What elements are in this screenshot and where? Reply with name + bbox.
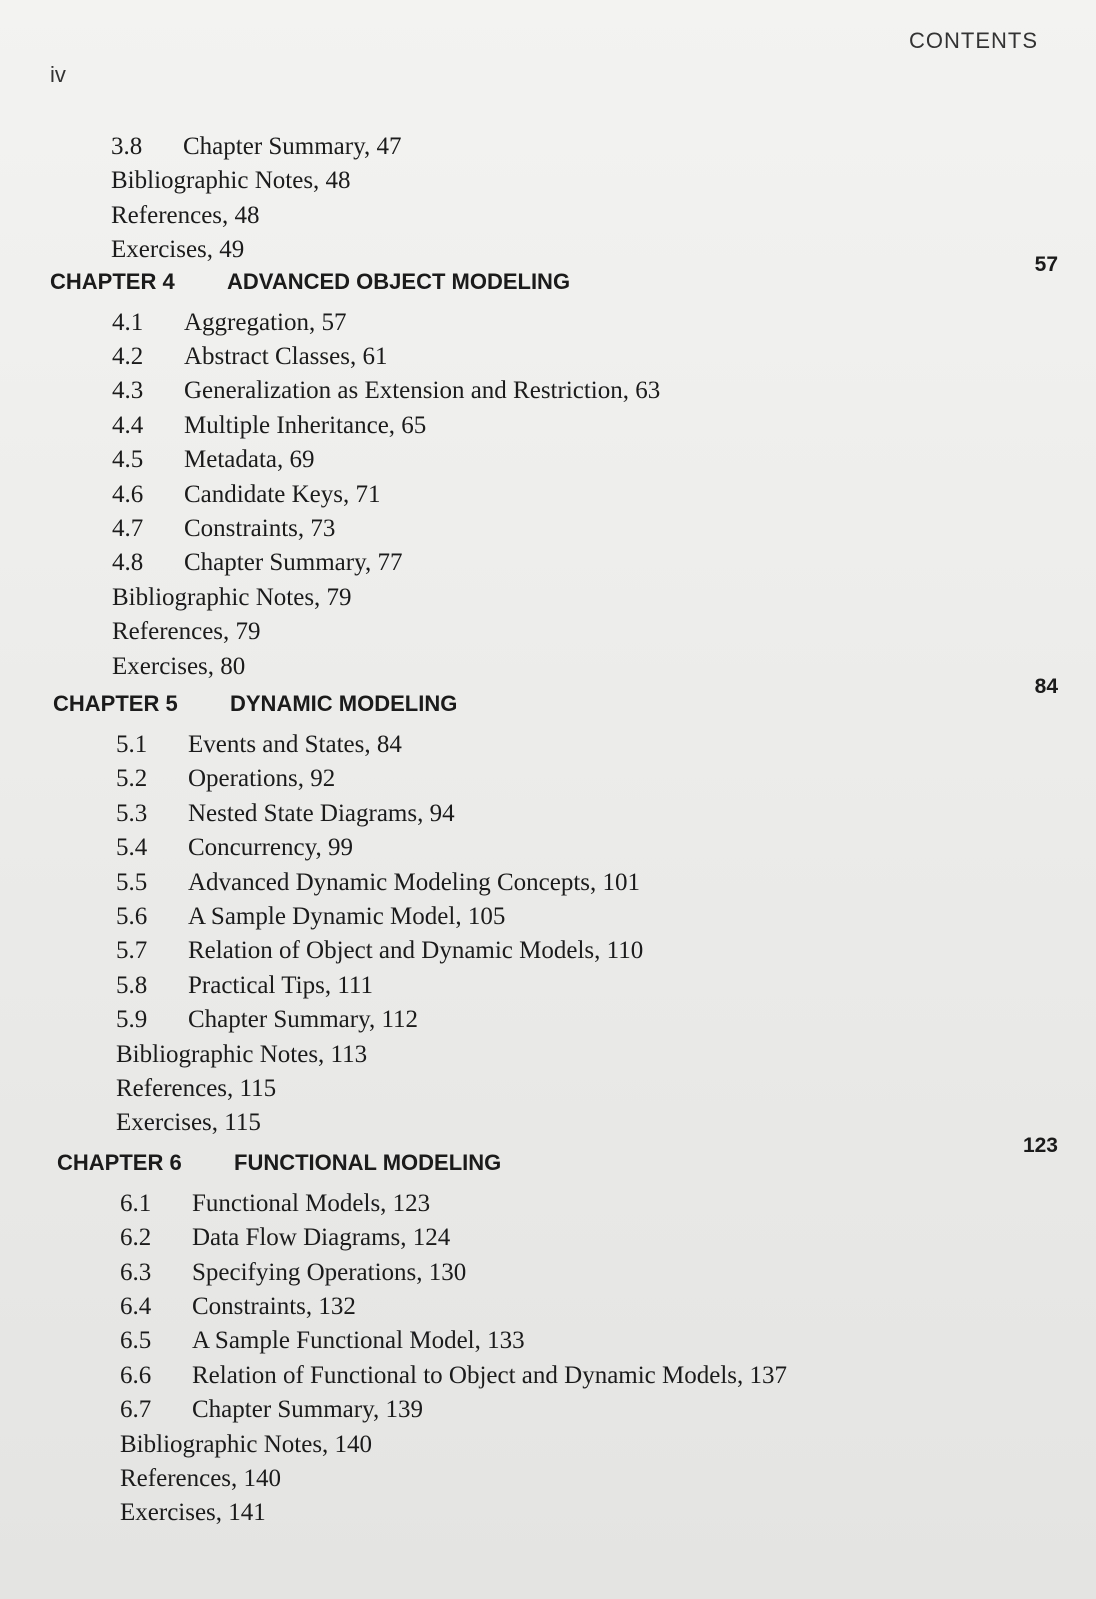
section-title: Functional Models, 123 [192, 1189, 431, 1217]
toc-section [112, 377, 660, 405]
toc-backmatter [120, 1431, 372, 1459]
section-title: Bibliographic Notes, 113 [116, 1040, 368, 1068]
section-number: 4.3 [112, 377, 144, 405]
section-title: Advanced Dynamic Modeling Concepts, 101 [188, 868, 640, 896]
toc-section [112, 412, 426, 440]
section-title: Exercises, 141 [120, 1499, 266, 1527]
section-title: Metadata, 69 [184, 446, 315, 474]
toc-backmatter [116, 1109, 261, 1137]
section-number: 4.5 [112, 446, 144, 474]
section-title: Chapter Summary, 139 [192, 1396, 423, 1424]
section-title: Relation of Object and Dynamic Models, 110 [188, 937, 644, 965]
chapter-label: CHAPTER 5 [53, 691, 178, 716]
section-title: Exercises, 115 [116, 1109, 261, 1137]
section-number: 4.1 [112, 308, 144, 336]
chapter-heading [57, 1150, 501, 1176]
chapter-label: CHAPTER 6 [57, 1149, 182, 1175]
section-number: 5.8 [116, 971, 148, 999]
section-number: 6.3 [120, 1258, 152, 1286]
toc-backmatter [116, 1075, 276, 1103]
toc-section [116, 972, 373, 1000]
section-title: Abstract Classes, 61 [184, 343, 388, 370]
chapter-title: ADVANCED OBJECT MODELING [227, 268, 571, 294]
section-title: A Sample Functional Model, 133 [192, 1327, 525, 1355]
toc-backmatter [111, 167, 351, 195]
toc-backmatter [111, 202, 260, 230]
section-number: 6.7 [120, 1396, 152, 1424]
section-title: Exercises, 49 [111, 236, 245, 264]
section-title: Bibliographic Notes, 79 [112, 583, 352, 611]
toc-section [116, 731, 402, 759]
toc-section [116, 937, 643, 965]
section-title: Bibliographic Notes, 48 [111, 167, 351, 195]
toc-section [120, 1259, 466, 1287]
running-head: CONTENTS [909, 28, 1038, 53]
show-through-texture [640, 220, 1080, 1540]
section-title: Data Flow Diagrams, 124 [192, 1224, 451, 1252]
chapter-title: DYNAMIC MODELING [230, 691, 458, 716]
section-title: Events and States, 84 [188, 731, 402, 758]
section-title: Chapter Summary, 47 [183, 133, 402, 160]
toc-section [120, 1190, 430, 1218]
section-number: 6.4 [120, 1293, 152, 1320]
chapter-heading [50, 269, 570, 295]
section-number: 5.6 [116, 903, 148, 930]
section-title: Candidate Keys, 71 [184, 480, 381, 508]
section-title: Relation of Functional to Object and Dynamic Models, 137 [192, 1361, 788, 1389]
section-number: 4.7 [112, 515, 144, 542]
section-number: 5.2 [116, 765, 148, 793]
section-title: Chapter Summary, 77 [184, 549, 403, 577]
chapter-page-number: 84 [1034, 675, 1058, 698]
section-title: Exercises, 80 [112, 652, 246, 680]
section-title: References, 79 [112, 618, 261, 646]
toc-backmatter [112, 584, 352, 612]
toc-section [120, 1362, 787, 1390]
section-title: Specifying Operations, 130 [192, 1258, 467, 1286]
toc-section [112, 446, 315, 474]
toc-section [116, 903, 505, 931]
toc-section [120, 1396, 423, 1424]
section-number: 5.9 [116, 1006, 148, 1034]
section-title: A Sample Dynamic Model, 105 [188, 903, 506, 930]
section-number: 4.8 [112, 549, 144, 577]
toc-section [112, 515, 335, 543]
section-title: Practical Tips, 111 [188, 971, 373, 999]
section-number: 4.4 [112, 411, 144, 439]
section-title: Nested State Diagrams, 94 [188, 799, 455, 827]
section-title: Chapter Summary, 112 [188, 1006, 419, 1034]
toc-backmatter [112, 618, 261, 646]
section-title: Generalization as Extension and Restriction, 63 [184, 377, 661, 405]
toc-section [112, 481, 380, 509]
section-number: 6.2 [120, 1224, 152, 1252]
section-title: Bibliographic Notes, 140 [120, 1430, 373, 1458]
chapter-label: CHAPTER 4 [50, 268, 175, 294]
toc-section [112, 549, 402, 577]
toc-section [112, 343, 387, 371]
toc-section [120, 1293, 356, 1321]
chapter-title: FUNCTIONAL MODELING [234, 1149, 502, 1175]
section-number: 4.2 [112, 343, 144, 370]
toc-section [120, 1224, 450, 1252]
toc-section [116, 1006, 418, 1034]
section-title: Operations, 92 [188, 765, 336, 793]
section-number: 5.5 [116, 868, 148, 896]
toc-section [116, 834, 353, 862]
toc-section [112, 309, 346, 337]
toc-section [116, 800, 455, 828]
section-number: 6.1 [120, 1189, 152, 1217]
section-title: Concurrency, 99 [188, 834, 353, 862]
section-title: Constraints, 73 [184, 515, 336, 542]
toc-section [111, 133, 401, 161]
section-title: References, 48 [111, 201, 260, 229]
chapter-page-number: 123 [1022, 1133, 1058, 1157]
section-number: 5.4 [116, 834, 148, 862]
toc-section [116, 765, 335, 793]
toc-backmatter [111, 236, 244, 264]
section-number: 6.6 [120, 1361, 152, 1389]
section-number: 6.5 [120, 1327, 152, 1355]
section-number: 3.8 [111, 133, 143, 160]
chapter-heading [53, 691, 457, 717]
toc-section [120, 1327, 525, 1355]
section-title: Multiple Inheritance, 65 [184, 411, 427, 439]
section-title: References, 140 [120, 1465, 282, 1492]
chapter-page-number: 57 [1034, 252, 1058, 276]
page-number: iv [50, 62, 66, 87]
section-title: Constraints, 132 [192, 1293, 356, 1320]
section-title: References, 115 [116, 1075, 277, 1102]
section-number: 5.3 [116, 799, 148, 827]
toc-backmatter [120, 1499, 266, 1527]
toc-backmatter [112, 653, 245, 681]
section-title: Aggregation, 57 [184, 308, 347, 336]
toc-section [116, 869, 640, 897]
section-number: 4.6 [112, 480, 144, 508]
section-number: 5.7 [116, 937, 148, 965]
toc-backmatter [116, 1041, 367, 1069]
toc-backmatter [120, 1465, 281, 1493]
section-number: 5.1 [116, 731, 148, 758]
